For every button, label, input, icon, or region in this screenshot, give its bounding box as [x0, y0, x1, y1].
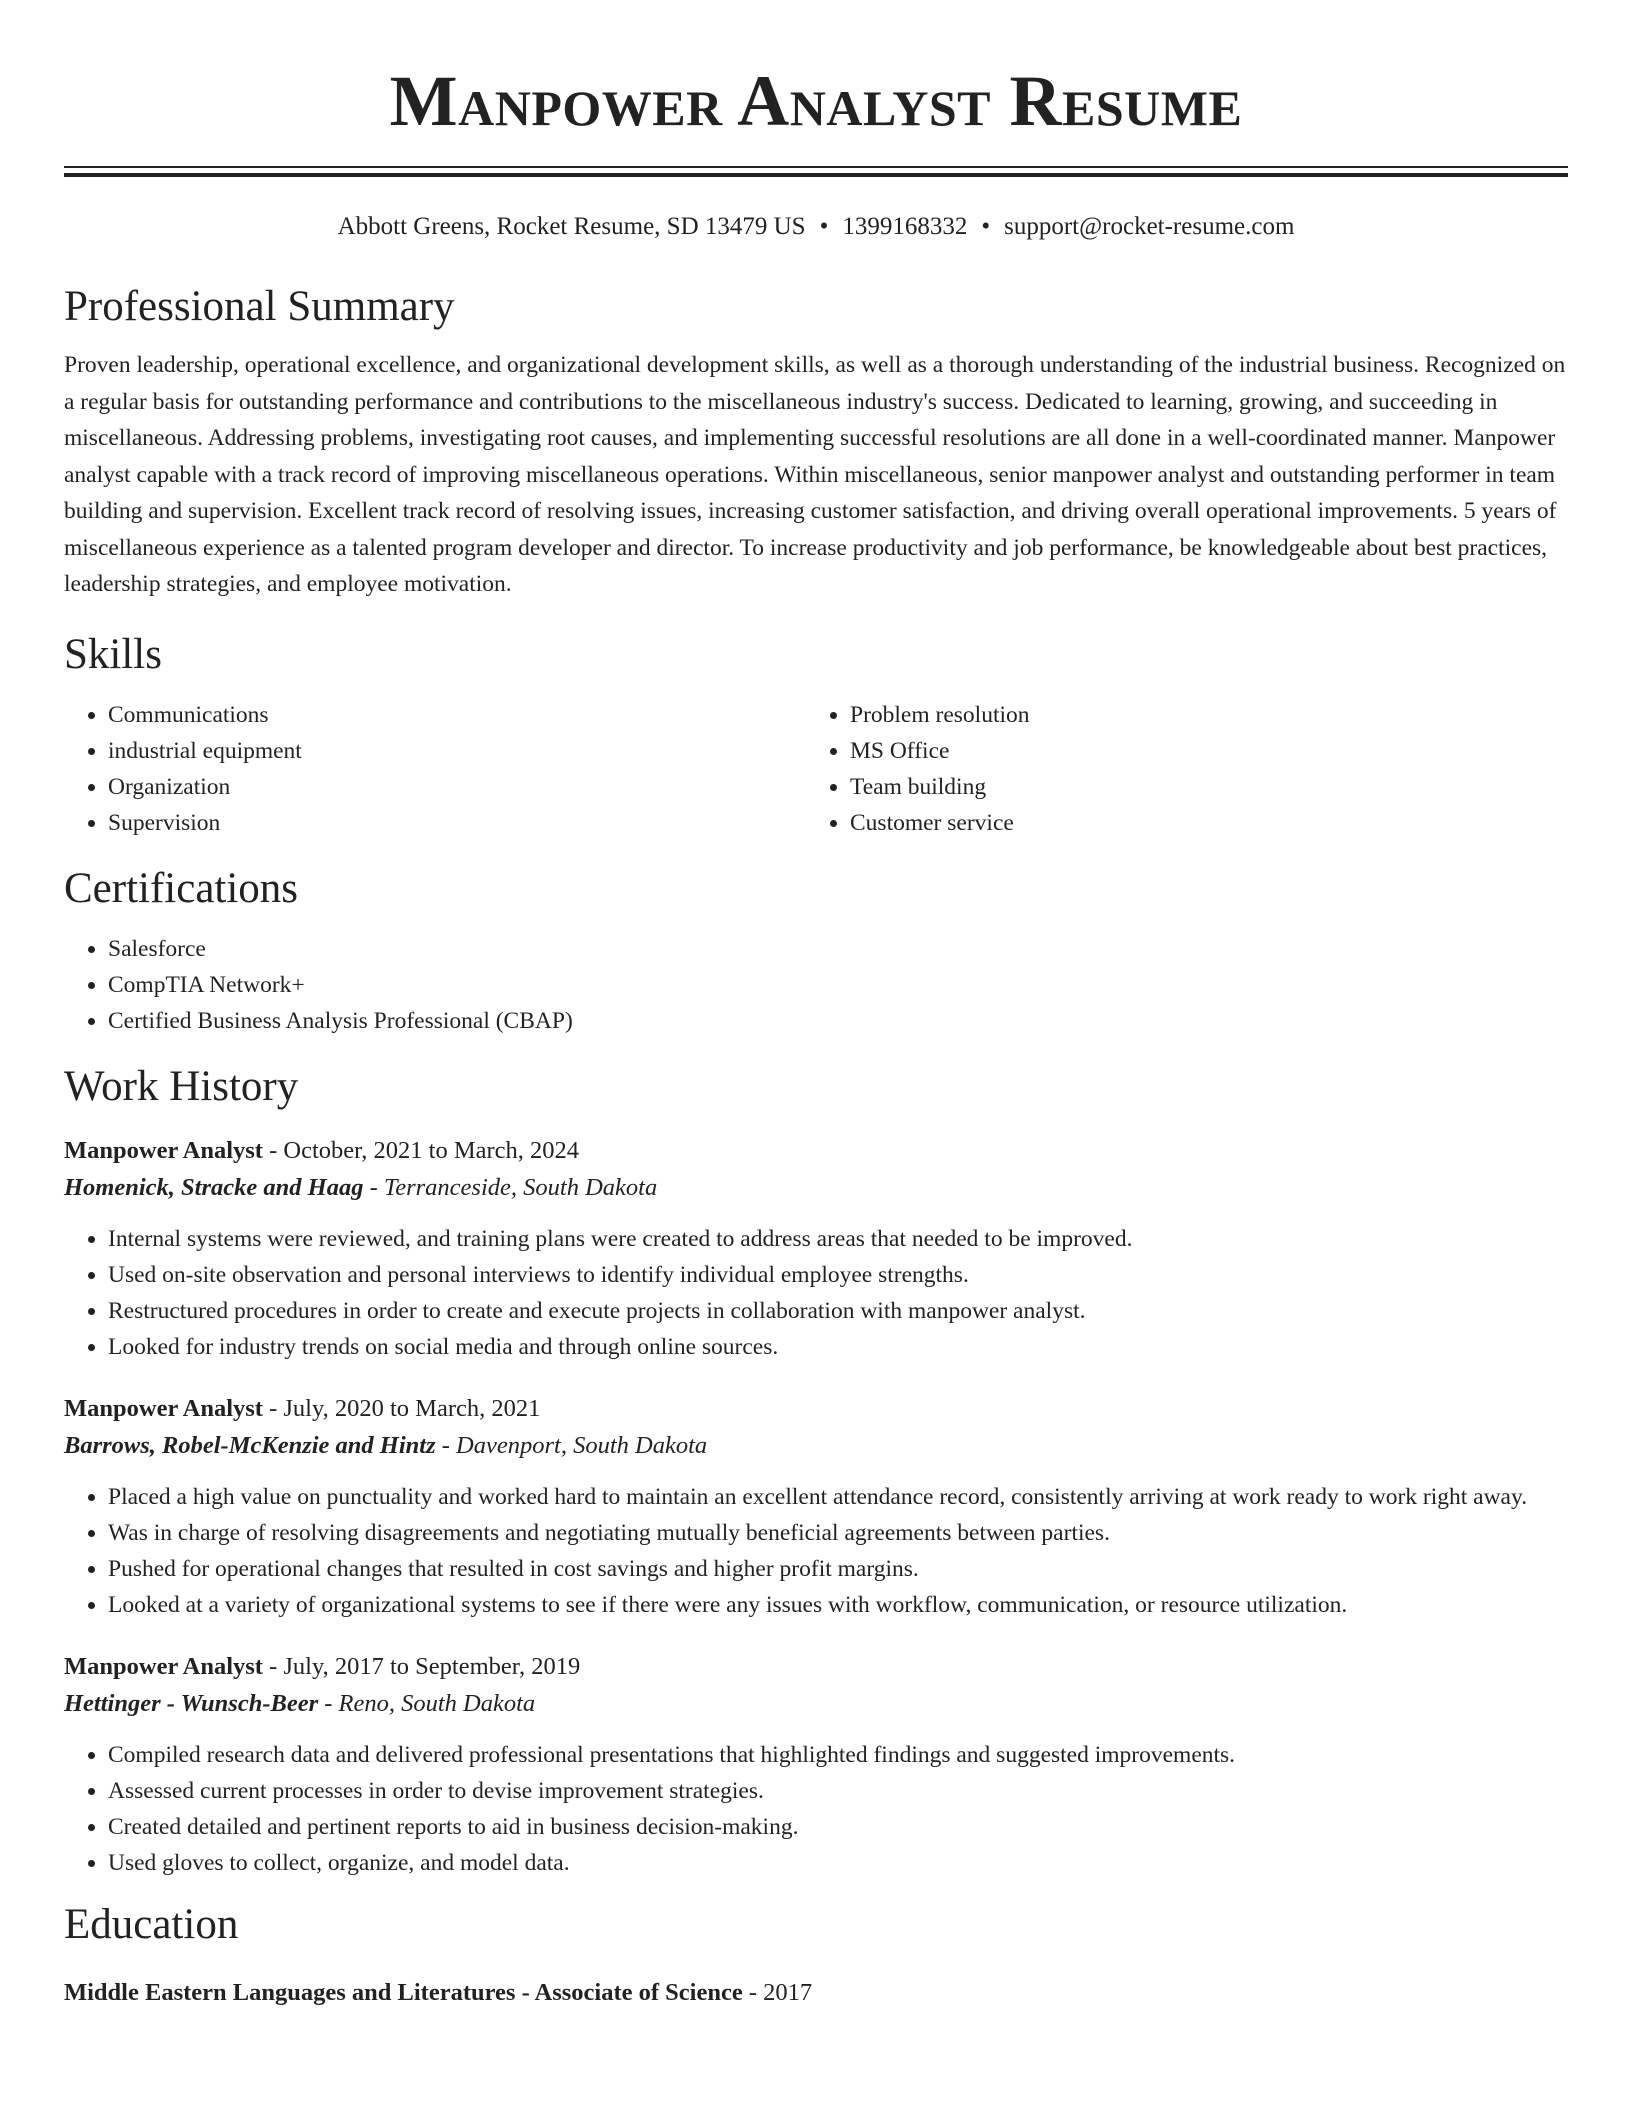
job-bullets — [64, 1737, 1568, 1881]
summary-heading: Professional Summary — [64, 283, 455, 330]
skill-item: • Problem resolution — [850, 697, 1548, 733]
work-history-heading: Work History — [64, 1062, 299, 1110]
job-title-line — [64, 1391, 1568, 1427]
skill-item: • Supervision — [108, 805, 806, 841]
job-bullet: • Pushed for operational changes that resulted in cost savings and higher profit margins. — [108, 1551, 1568, 1587]
job-title: Manpower Analyst — [64, 1652, 263, 1680]
certifications-heading: Certifications — [64, 864, 299, 912]
education-degree: Middle Eastern Languages and Literatures - Associate of Science — [64, 1978, 743, 2006]
job-title: Manpower Analyst — [64, 1394, 263, 1422]
job-company: Hettinger - Wunsch-Beer — [64, 1689, 319, 1717]
job-bullet: • Looked for industry trends on social media and through online sources. — [108, 1329, 1568, 1365]
job-location: - Terranceside, South Dakota — [363, 1173, 658, 1201]
contact-email: support@rocket-resume.com — [1004, 213, 1295, 240]
job-bullet: • Internal systems were reviewed, and training plans were created to address areas that needed to be improved. — [108, 1221, 1568, 1257]
skill-item: • Customer service — [850, 805, 1548, 841]
job-location: - Reno, South Dakota — [318, 1689, 536, 1717]
job-bullet: • Placed a high value on punctuality and worked hard to maintain an excellent attendance record, consistently arriving at work ready to work right away. — [108, 1479, 1568, 1515]
resume-title: Manpower Analyst Resume — [389, 61, 1243, 141]
skills-list-right — [806, 697, 1548, 841]
title-divider — [64, 166, 1568, 177]
job-title-line — [64, 1649, 1568, 1685]
job-entry — [64, 1391, 1568, 1623]
certification-item: • Salesforce — [108, 931, 1568, 967]
job-location: - Davenport, South Dakota — [435, 1431, 708, 1459]
job-dates: - October, 2021 to March, 2024 — [262, 1136, 580, 1164]
job-company-line — [64, 1427, 1568, 1465]
skill-item: • industrial equipment — [108, 733, 806, 769]
contact-line — [64, 211, 1568, 243]
job-bullet: • Created detailed and pertinent reports to aid in business decision-making. — [108, 1809, 1568, 1845]
job-bullet: • Used on-site observation and personal interviews to identify individual employee strengths. — [108, 1257, 1568, 1293]
job-title-line — [64, 1133, 1568, 1169]
job-dates: - July, 2017 to September, 2019 — [262, 1652, 581, 1680]
skills-list-left — [64, 697, 806, 841]
job-entry — [64, 1133, 1568, 1365]
job-title: Manpower Analyst — [64, 1136, 263, 1164]
skills-column-right — [806, 697, 1548, 841]
certification-item: • CompTIA Network+ — [108, 967, 1568, 1003]
skill-item: • MS Office — [850, 733, 1548, 769]
contact-address: Abbott Greens, Rocket Resume, SD 13479 US — [337, 213, 806, 240]
skill-item: • Communications — [108, 697, 806, 733]
job-dates: - July, 2020 to March, 2021 — [262, 1394, 541, 1422]
skills-heading: Skills — [64, 630, 162, 678]
job-bullet: • Compiled research data and delivered professional presentations that highlighted findings and suggested improvements. — [108, 1737, 1568, 1773]
contact-phone: 1399168332 — [842, 213, 968, 240]
skills-column-left — [64, 697, 806, 841]
job-bullet: • Used gloves to collect, organize, and model data. — [108, 1845, 1568, 1881]
contact-separator: • — [819, 213, 829, 240]
job-company-line — [64, 1169, 1568, 1207]
job-bullets — [64, 1479, 1568, 1623]
job-bullets — [64, 1221, 1568, 1365]
certifications-list — [64, 931, 1568, 1039]
skills-grid — [64, 697, 1568, 841]
education-year: - 2017 — [742, 1978, 813, 2006]
job-company: Barrows, Robel-McKenzie and Hintz — [64, 1431, 436, 1459]
job-entry — [64, 1649, 1568, 1881]
skill-item: • Team building — [850, 769, 1548, 805]
job-company: Homenick, Stracke and Haag — [64, 1173, 364, 1201]
summary-text: Proven leadership, operational excellence, and organizational development skills, as well as a thorough understanding of the industrial business. Recognized on a regular basis for outstanding performance and contributions to the miscellaneous industry's success. Dedicated to learning, growing, and succeeding in miscellaneous. Addressing problems, investigating root causes, and implementing successful resolutions are all done in a well-coordinated manner. Manpower analyst capable with a track record of improving miscellaneous operations. Within miscellaneous, senior manpower analyst and outstanding performer in team building and supervision. Excellent track record of resolving issues, increasing customer satisfaction, and driving overall operational improvements. 5 years of miscellaneous experience as a talented program developer and director. To increase productivity and job performance, be knowledgeable about best practices, leadership strategies, and employee motivation. — [64, 352, 1566, 597]
job-bullet: • Assessed current processes in order to devise improvement strategies. — [108, 1773, 1568, 1809]
certification-item: • Certified Business Analysis Professional (CBAP) — [108, 1003, 1568, 1039]
job-company-line — [64, 1685, 1568, 1723]
contact-separator: • — [981, 213, 991, 240]
job-bullet: • Was in charge of resolving disagreements and negotiating mutually beneficial agreements between parties. — [108, 1515, 1568, 1551]
education-entry — [64, 1975, 1568, 2011]
job-bullet: • Restructured procedures in order to create and execute projects in collaboration with manpower analyst. — [108, 1293, 1568, 1329]
education-heading: Education — [64, 1900, 239, 1948]
job-bullet: • Looked at a variety of organizational systems to see if there were any issues with workflow, communication, or resource utilization. — [108, 1587, 1568, 1623]
skill-item: • Organization — [108, 769, 806, 805]
